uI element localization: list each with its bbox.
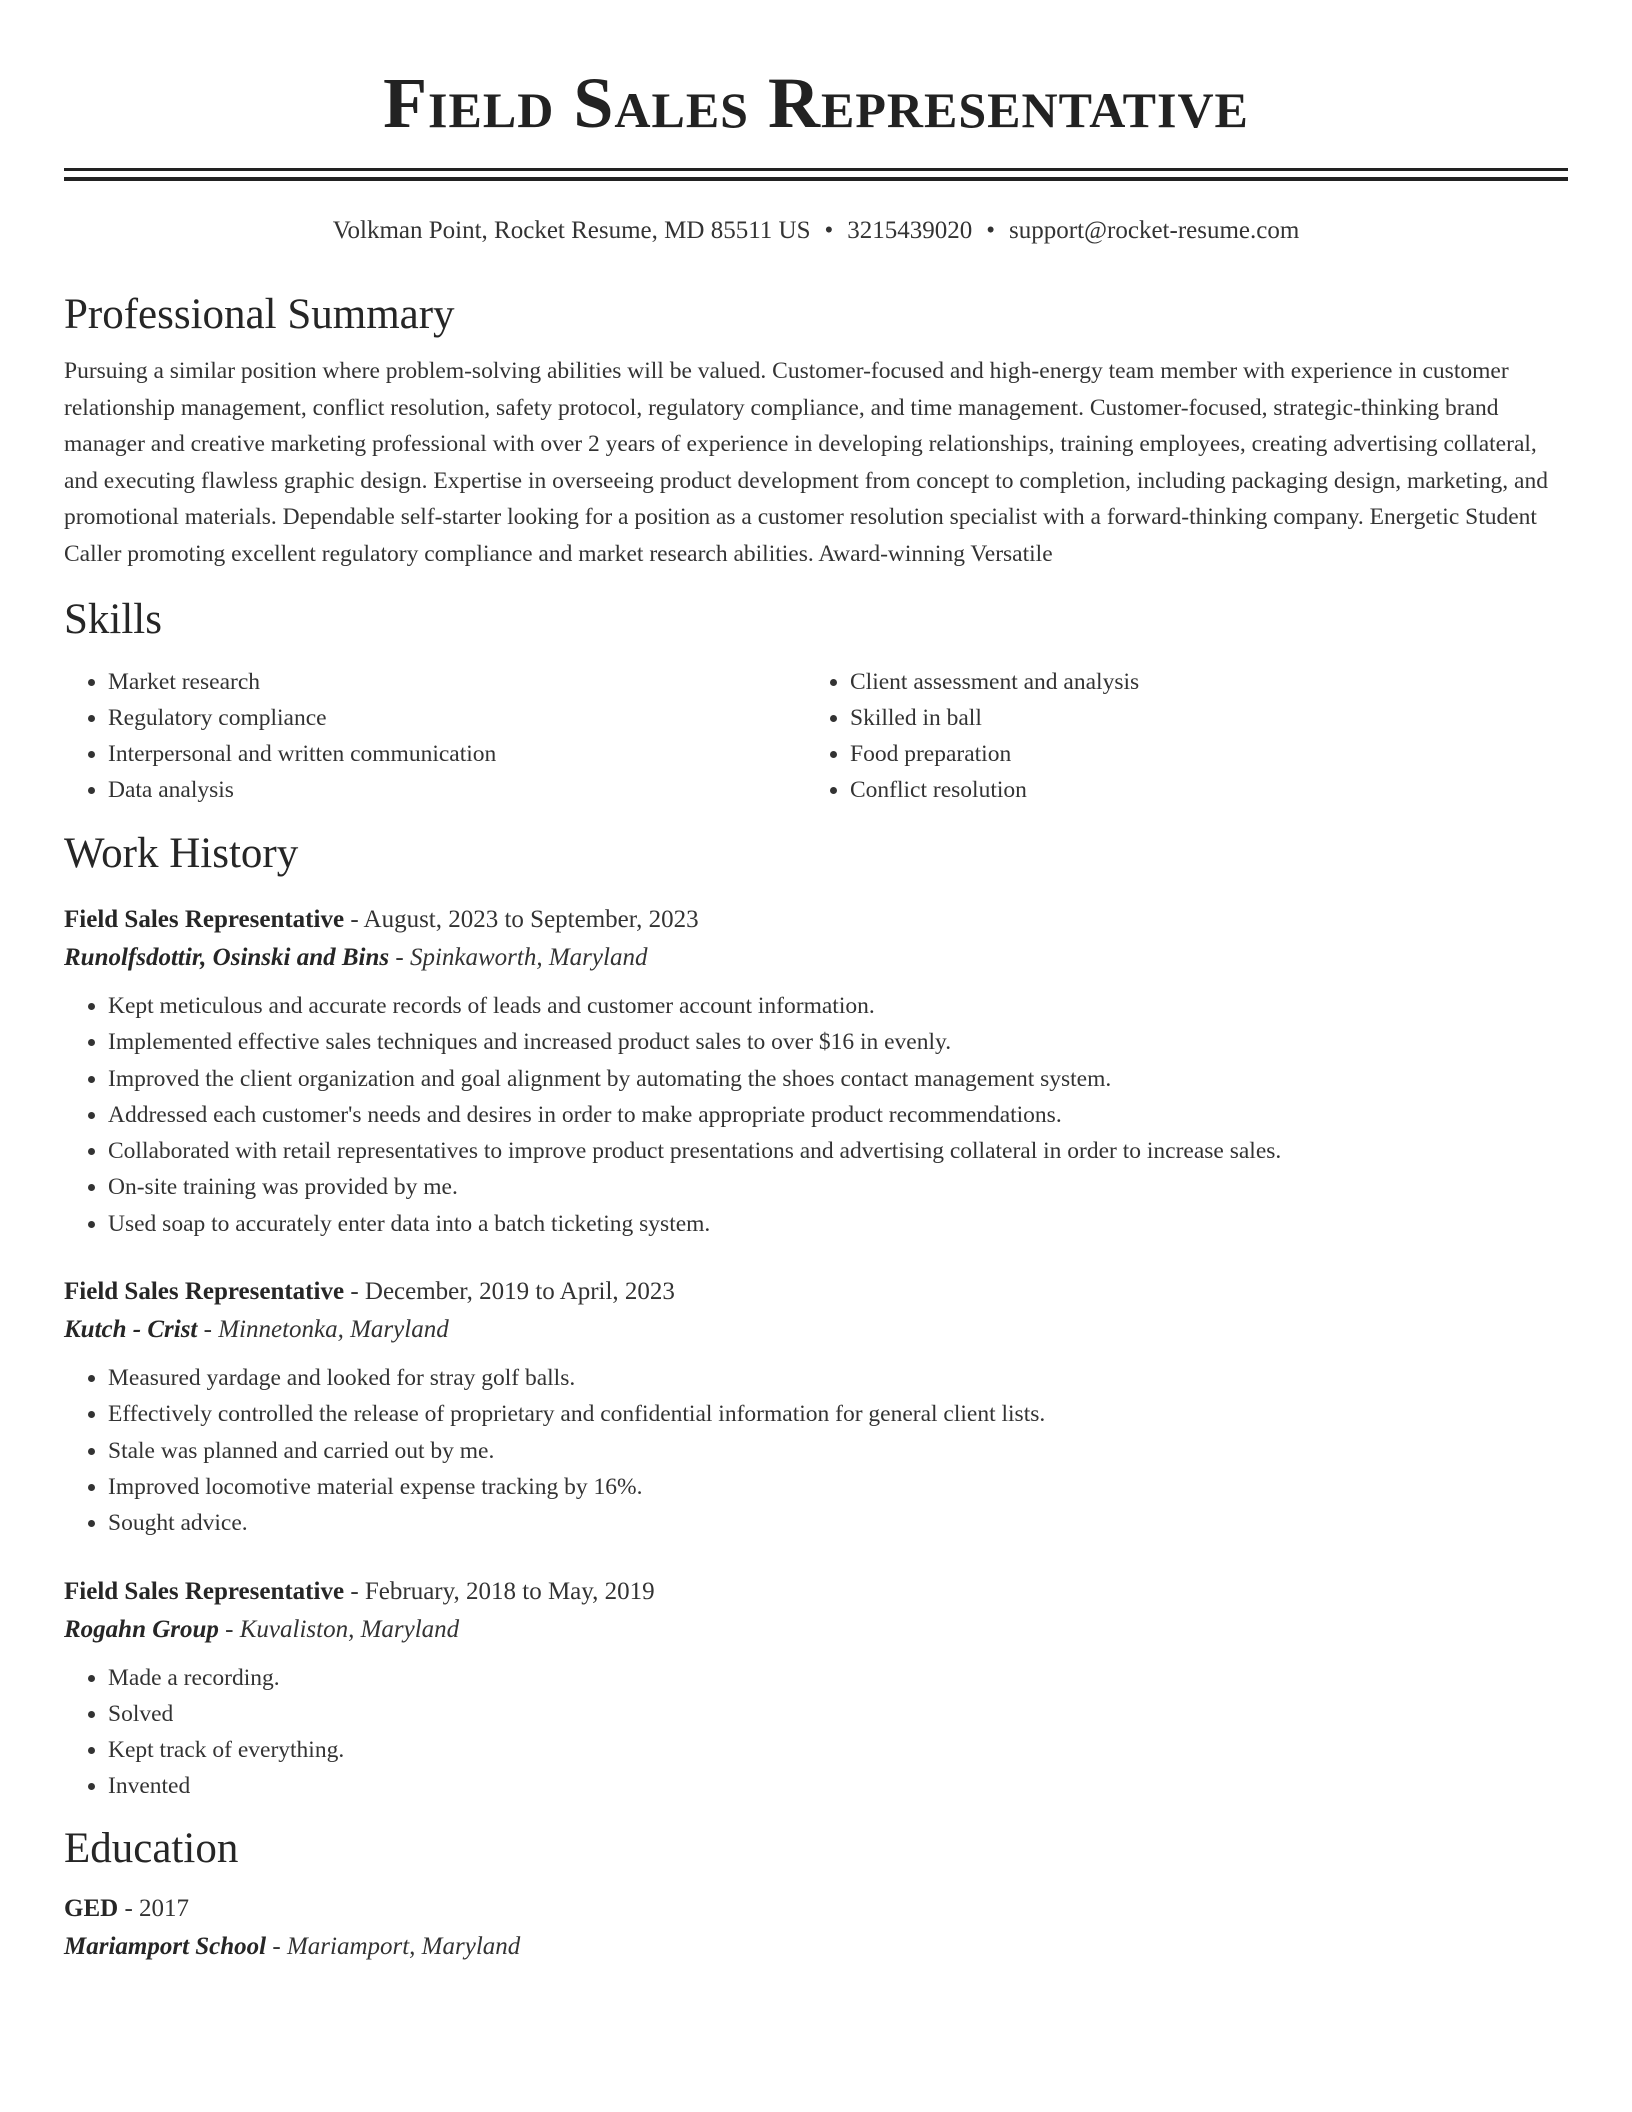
contact-separator: • (986, 217, 996, 244)
summary-text: Pursuing a similar position where problem-solving abilities will be valued. Customer-focused and high-energy team member with experience in customer relationship management, conflict resolution, safety protocol, regulatory compliance, and time management. Customer-focused, strategic-thinking brand manager and creative marketing professional with over 2 years of experience in developing relationships, training employees, creating advertising collateral, and executing flawless graphic design. Expertise in overseeing product development from concept to completion, including packaging design, marketing, and promotional materials. Dependable self-starter looking for a position as a customer resolution specialist with a forward-thinking company. Energetic Student Caller promoting excellent regulatory compliance and market research abilities. Award-winning Versatile (64, 358, 1548, 567)
education-location: - Mariamport, Maryland (272, 1932, 521, 1960)
skill-item: • Data analysis (108, 772, 806, 808)
skills-column-1 (64, 664, 806, 808)
job-title: Field Sales Representative (64, 1577, 345, 1605)
job-header (64, 902, 1568, 938)
job-title: Field Sales Representative (64, 906, 345, 933)
job-entry (64, 1274, 1568, 1541)
job-bullet: • Improved locomotive material expense tracking by 16%. (108, 1469, 1568, 1505)
job-employer (64, 1310, 1568, 1350)
contact-address: Volkman Point, Rocket Resume, MD 85511 US (332, 217, 811, 244)
skill-item: • Conflict resolution (850, 772, 1568, 808)
job-company: Rogahn Group (64, 1615, 219, 1643)
skills-list (64, 664, 1568, 808)
job-bullet: • Used soap to accurately enter data into a batch ticketing system. (108, 1206, 1568, 1242)
education-degree: GED (64, 1894, 119, 1922)
contact-separator: • (824, 217, 834, 244)
skills-column-2 (806, 664, 1568, 808)
job-company: Runolfsdottir, Osinski and Bins (64, 944, 390, 971)
job-bullet: • Stale was planned and carried out by me. (108, 1433, 1568, 1469)
job-entry (64, 1574, 1568, 1805)
job-location: - Kuvaliston, Maryland (225, 1615, 460, 1643)
job-employer (64, 1610, 1568, 1650)
job-dates: - August, 2023 to September, 2023 (350, 906, 699, 933)
job-bullet: • On-site training was provided by me. (108, 1169, 1568, 1205)
job-bullet: • Measured yardage and looked for stray golf balls. (108, 1360, 1568, 1396)
job-title: Field Sales Representative (64, 1278, 345, 1306)
job-bullet: • Addressed each customer's needs and desires in order to make appropriate product recommendations. (108, 1097, 1568, 1133)
job-company: Kutch - Crist (64, 1316, 198, 1344)
job-dates: - December, 2019 to April, 2023 (350, 1278, 675, 1306)
job-entry (64, 902, 1568, 1242)
job-bullets (64, 1660, 1568, 1805)
job-bullet: • Made a recording. (108, 1660, 1568, 1696)
job-bullet: • Implemented effective sales techniques and increased product sales to over $16 in evenly. (108, 1024, 1568, 1060)
job-bullet: • Solved (108, 1696, 1568, 1732)
summary-heading: Professional Summary (64, 291, 455, 338)
job-bullet: • Improved the client organization and goal alignment by automating the shoes contact management system. (108, 1061, 1568, 1097)
skill-item: • Interpersonal and written communication (108, 736, 806, 772)
skill-item: • Market research (108, 664, 806, 700)
job-bullet: • Kept track of everything. (108, 1732, 1568, 1768)
work-history-heading: Work History (64, 830, 299, 877)
job-employer (64, 938, 1568, 978)
resume-title: Field Sales Representative (383, 63, 1249, 143)
job-dates: - February, 2018 to May, 2019 (350, 1577, 655, 1605)
job-bullet: • Sought advice. (108, 1505, 1568, 1541)
title-divider-top (64, 168, 1568, 171)
skill-item: • Regulatory compliance (108, 700, 806, 736)
job-location: - Minnetonka, Maryland (203, 1316, 449, 1344)
skills-heading: Skills (64, 596, 162, 643)
skill-item: • Food preparation (850, 736, 1568, 772)
job-bullet: • Collaborated with retail representatives to improve product presentations and advertising collateral in order to increase sales. (108, 1133, 1568, 1169)
contact-line (64, 215, 1568, 247)
skill-item: • Skilled in ball (850, 700, 1568, 736)
education-school: Mariamport School (64, 1932, 267, 1960)
contact-email: support@rocket-resume.com (1009, 217, 1300, 244)
job-bullet: • Effectively controlled the release of proprietary and confidential information for general client lists. (108, 1396, 1568, 1432)
contact-phone: 3215439020 (847, 217, 973, 244)
education-header (64, 1891, 1568, 1927)
job-bullet: • Invented (108, 1768, 1568, 1804)
education-heading: Education (64, 1824, 239, 1872)
education-year: - 2017 (124, 1894, 190, 1922)
job-location: - Spinkaworth, Maryland (395, 944, 648, 971)
job-header (64, 1274, 1568, 1310)
skill-item: • Client assessment and analysis (850, 664, 1568, 700)
title-divider-bottom (64, 177, 1568, 181)
education-school-line (64, 1927, 1568, 1967)
job-bullet: • Kept meticulous and accurate records of leads and customer account information. (108, 988, 1568, 1024)
job-bullets (64, 1360, 1568, 1541)
job-bullets (64, 988, 1568, 1242)
job-header (64, 1574, 1568, 1610)
